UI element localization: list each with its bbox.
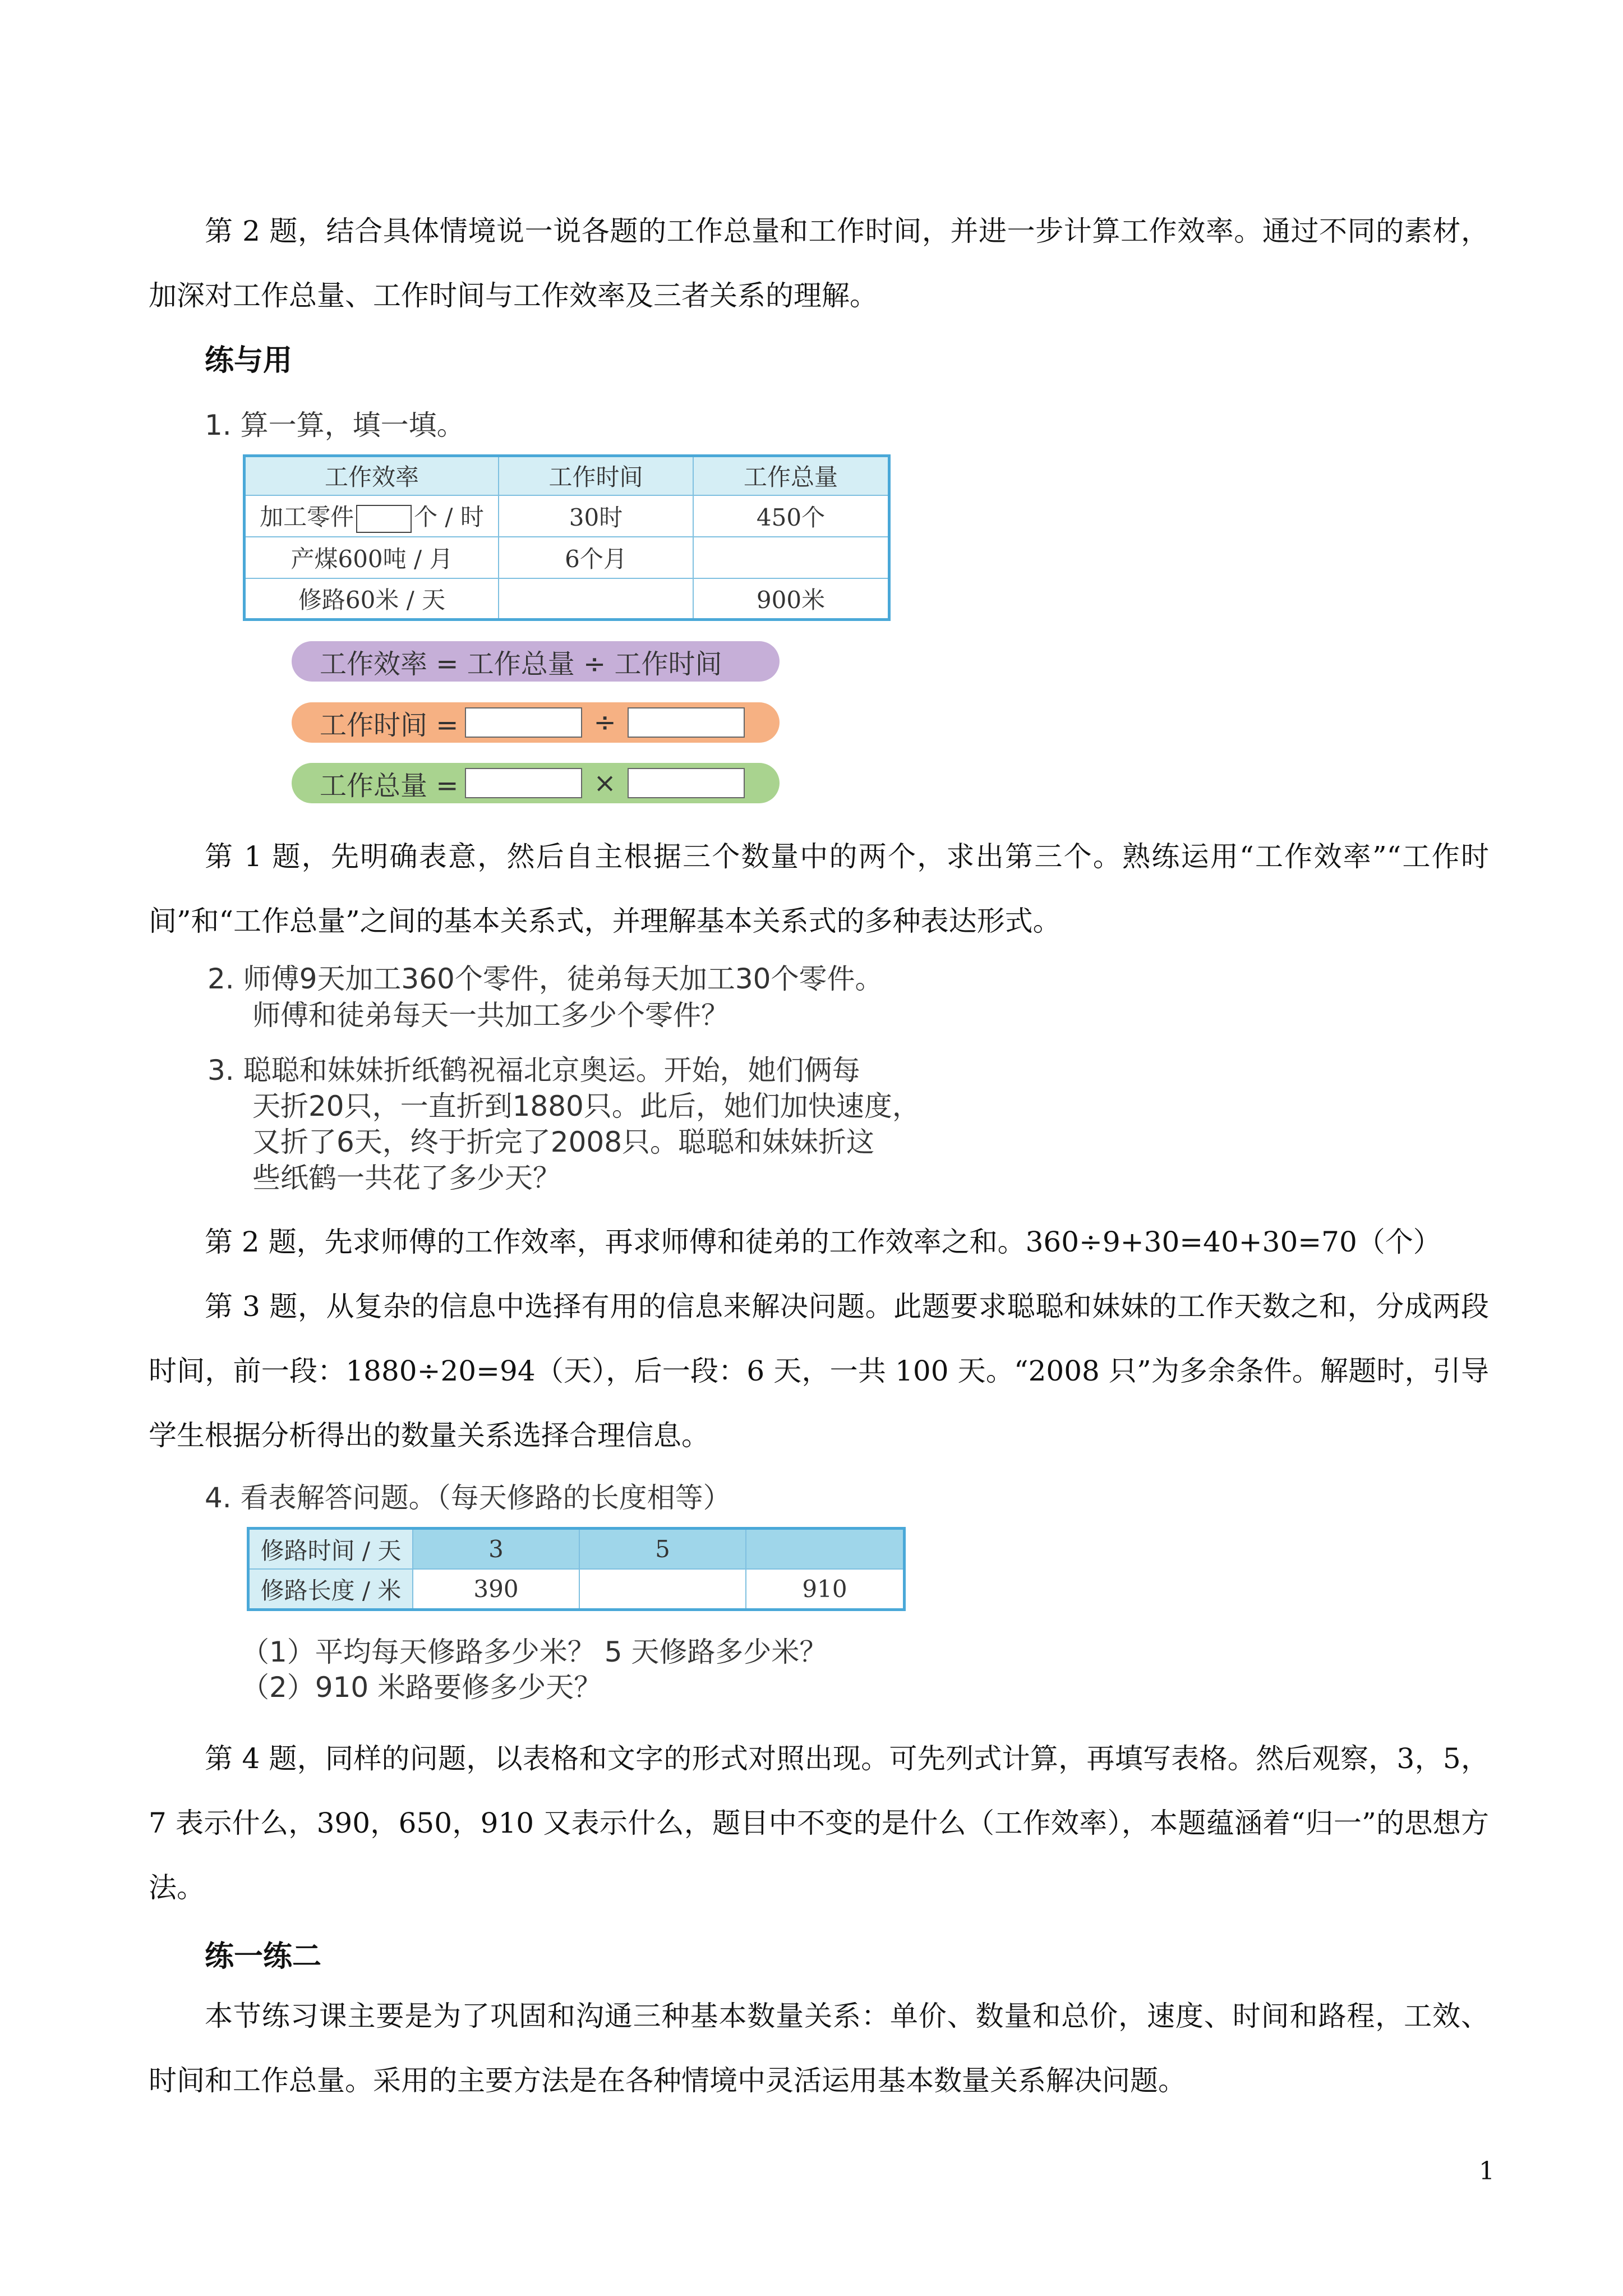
table-row	[248, 1529, 905, 1570]
rate-label: 加工零件	[260, 503, 354, 531]
formula-rate	[292, 641, 780, 682]
formula-blank[interactable]	[465, 707, 582, 738]
question-1-title: 1. 算一算，填一填。	[205, 409, 465, 441]
section-heading-practice: 练与用	[205, 344, 293, 378]
paragraph-intro: 第 2 题，结合具体情境说一说各题的工作总量和工作时间，并进一步计算工作效率。通过不同的素材，加深对工作总量、工作时间与工作效率及三者关系的理解。	[149, 215, 1489, 312]
formula-blank[interactable]	[465, 768, 582, 798]
answer-box[interactable]	[356, 505, 412, 533]
table-cell: 900米	[693, 578, 889, 620]
question-3-line4: 些纸鹤一共花了多少天？	[252, 1162, 561, 1194]
header-cell: 工作时间	[499, 456, 693, 495]
section-heading-exercise-2: 练一练二	[205, 1940, 322, 1973]
formula-rate-text: 工作效率 = 工作总量 ÷ 工作时间	[320, 648, 722, 680]
formula-time-label: 工作时间 =	[320, 709, 459, 741]
paragraph-q2-explain: 第 2 题，先求师傅的工作效率，再求师傅和徒弟的工作效率之和。360÷9+30=40+30=70（个）	[205, 1226, 1441, 1258]
table-cell[interactable]	[746, 1529, 905, 1570]
question-3-line1: 3. 聪聪和妹妹折纸鹤祝福北京奥运。开始，她们俩每	[208, 1054, 860, 1087]
question-4-title: 4. 看表解答问题。（每天修路的长度相等）	[205, 1481, 731, 1514]
rate-unit: 个 / 时	[414, 503, 484, 531]
table-cell: 修路长度 / 米	[248, 1569, 413, 1610]
question-4-sub2: （2）910 米路要修多少天？	[241, 1671, 602, 1704]
table-cell[interactable]	[579, 1569, 746, 1610]
question-2-line1: 2. 师傅9天加工360个零件，徒弟每天加工30个零件。	[208, 963, 883, 995]
header-cell: 工作效率	[245, 456, 499, 495]
question-2-line2: 师傅和徒弟每天一共加工多少个零件？	[252, 999, 729, 1032]
formula-blank[interactable]	[628, 707, 745, 738]
paragraph-exercise-summary: 本节练习课主要是为了巩固和沟通三种基本数量关系：单价、数量和总价，速度、时间和路程，工效、时间和工作总量。采用的主要方法是在各种情境中灵活运用基本数量关系解决问题。	[149, 2000, 1489, 2097]
question-4-sub1: （1）平均每天修路多少米？ 5 天修路多少米？	[241, 1636, 828, 1668]
table-cell: 450个	[693, 495, 889, 537]
table-row	[248, 1569, 905, 1610]
question-3-line2: 天折20只，一直折到1880只。此后，她们加快速度，	[252, 1090, 920, 1122]
work-table	[243, 454, 891, 621]
table-cell	[693, 537, 889, 578]
table-cell: 6个月	[499, 537, 693, 578]
table-cell: 30时	[499, 495, 693, 537]
table-row	[245, 495, 889, 537]
table-row	[245, 578, 889, 620]
table-cell	[245, 495, 499, 537]
table-cell	[499, 578, 693, 620]
formula-total-label: 工作总量 =	[320, 770, 459, 802]
paragraph-q3-explain: 第 3 题，从复杂的信息中选择有用的信息来解决问题。此题要求聪聪和妹妹的工作天数之和，分成两段时间，前一段：1880÷20=94（天），后一段：6 天，一共 100 天。“2008 只”为多余条件。解题时，引导学生根据分析得出的数量关系选择合理信息。	[149, 1290, 1489, 1452]
formula-operator: ×	[593, 767, 616, 799]
table-cell: 修路60米 / 天	[245, 578, 499, 620]
table-header-row	[245, 456, 889, 495]
header-cell: 工作总量	[693, 456, 889, 495]
table-cell: 修路时间 / 天	[248, 1529, 413, 1570]
formula-time	[292, 702, 780, 743]
page-number: 1	[1479, 2157, 1495, 2185]
formula-total	[292, 763, 780, 803]
formula-operator: ÷	[593, 707, 616, 738]
road-table	[247, 1527, 906, 1611]
paragraph-q4-explain: 第 4 题，同样的问题，以表格和文字的形式对照出现。可先列式计算，再填写表格。然后观察，3，5，7 表示什么，390，650，910 又表示什么，题目中不变的是什么（工作效率），本题蕴涵着“归一”的思想方法。	[149, 1742, 1489, 1904]
question-3-line3: 又折了6天，终于折完了2008只。聪聪和妹妹折这	[252, 1126, 875, 1158]
table-cell: 3	[413, 1529, 579, 1570]
paragraph-q1-explain: 第 1 题，先明确表意，然后自主根据三个数量中的两个，求出第三个。熟练运用“工作效率”“工作时间”和“工作总量”之间的基本关系式，并理解基本关系式的多种表达形式。	[149, 840, 1490, 937]
formula-blank[interactable]	[628, 768, 745, 798]
table-cell: 390	[413, 1569, 579, 1610]
table-row	[245, 537, 889, 578]
table-cell: 910	[746, 1569, 905, 1610]
table-cell: 产煤600吨 / 月	[245, 537, 499, 578]
table-cell: 5	[579, 1529, 746, 1570]
